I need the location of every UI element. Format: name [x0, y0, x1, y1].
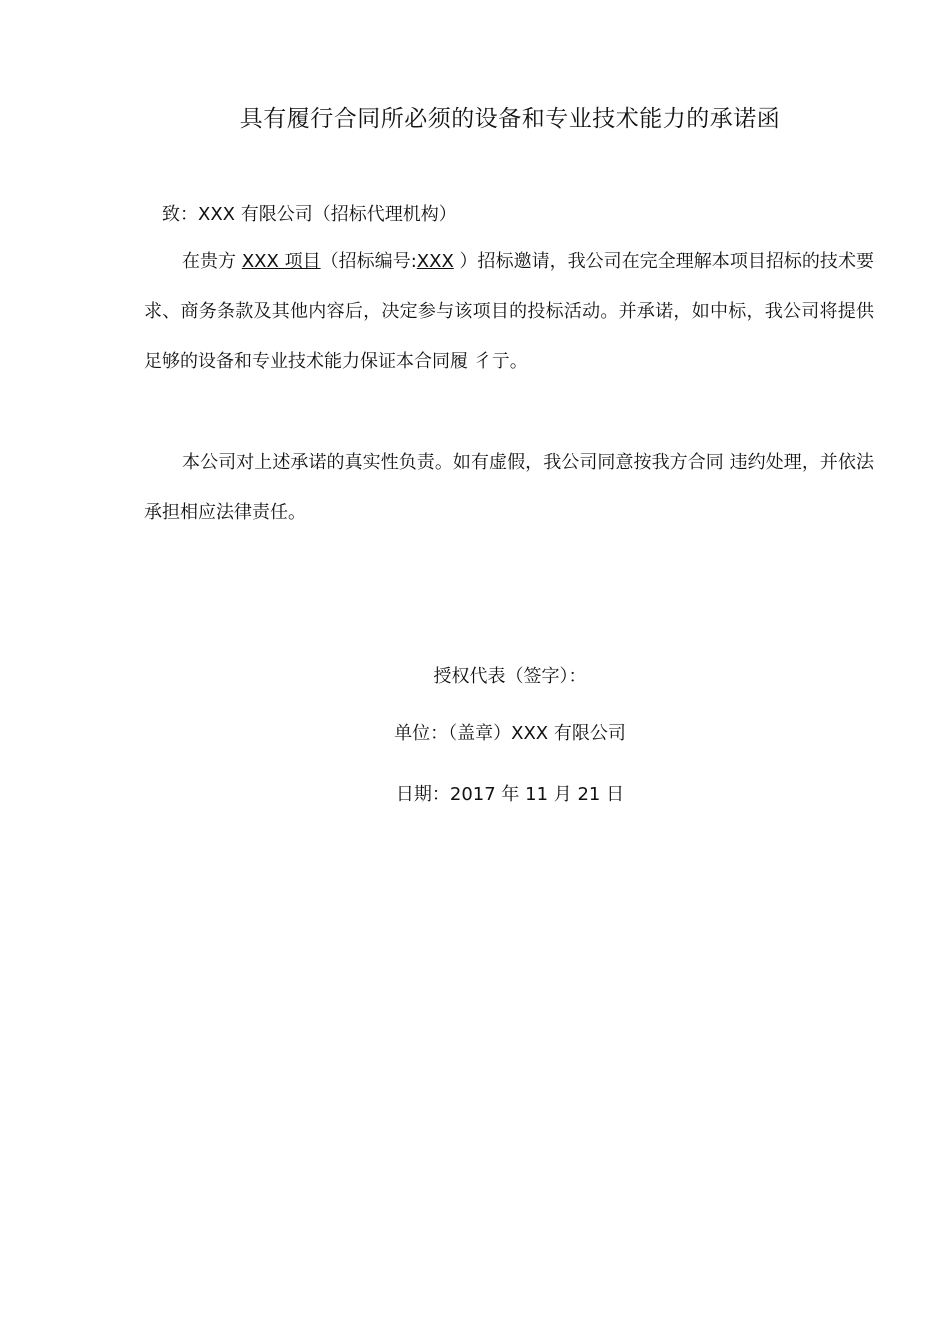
document-title: 具有履行合同所必须的设备和专业技术能力的承诺函 — [239, 106, 781, 132]
addressee-line: 致：XXX 有限公司（招标代理机构） — [162, 204, 457, 225]
paragraph-liability-text: 本公司对上述承诺的真实性负责。如有虚假，我公司同意按我方合同 违约处理，并依法承担相应法律责任。 — [144, 452, 874, 523]
paragraph-prefix: 在贵方 — [182, 251, 242, 272]
tender-number-label: （招标编号: — [320, 251, 417, 272]
signature-unit: 单位：（盖章）XXX 有限公司 — [394, 723, 626, 744]
signature-representative: 授权代表（签字）： — [433, 666, 587, 687]
signature-date: 日期：2017 年 11 月 21 日 — [395, 784, 625, 805]
paragraph-liability — [144, 438, 874, 538]
paragraph-commitment — [144, 237, 874, 387]
tender-number: XXX — [416, 251, 454, 272]
project-name: XXX 项目 — [241, 251, 321, 272]
paragraph-rest: ）招标邀请，我公司在完全理解本项目招标的技术要求、商务条款及其他内容后，决定参与该项目的投标活动。并承诺，如中标，我公司将提供足够的设备和专业技术能力保证本合同履 彳亍。 — [144, 251, 874, 372]
